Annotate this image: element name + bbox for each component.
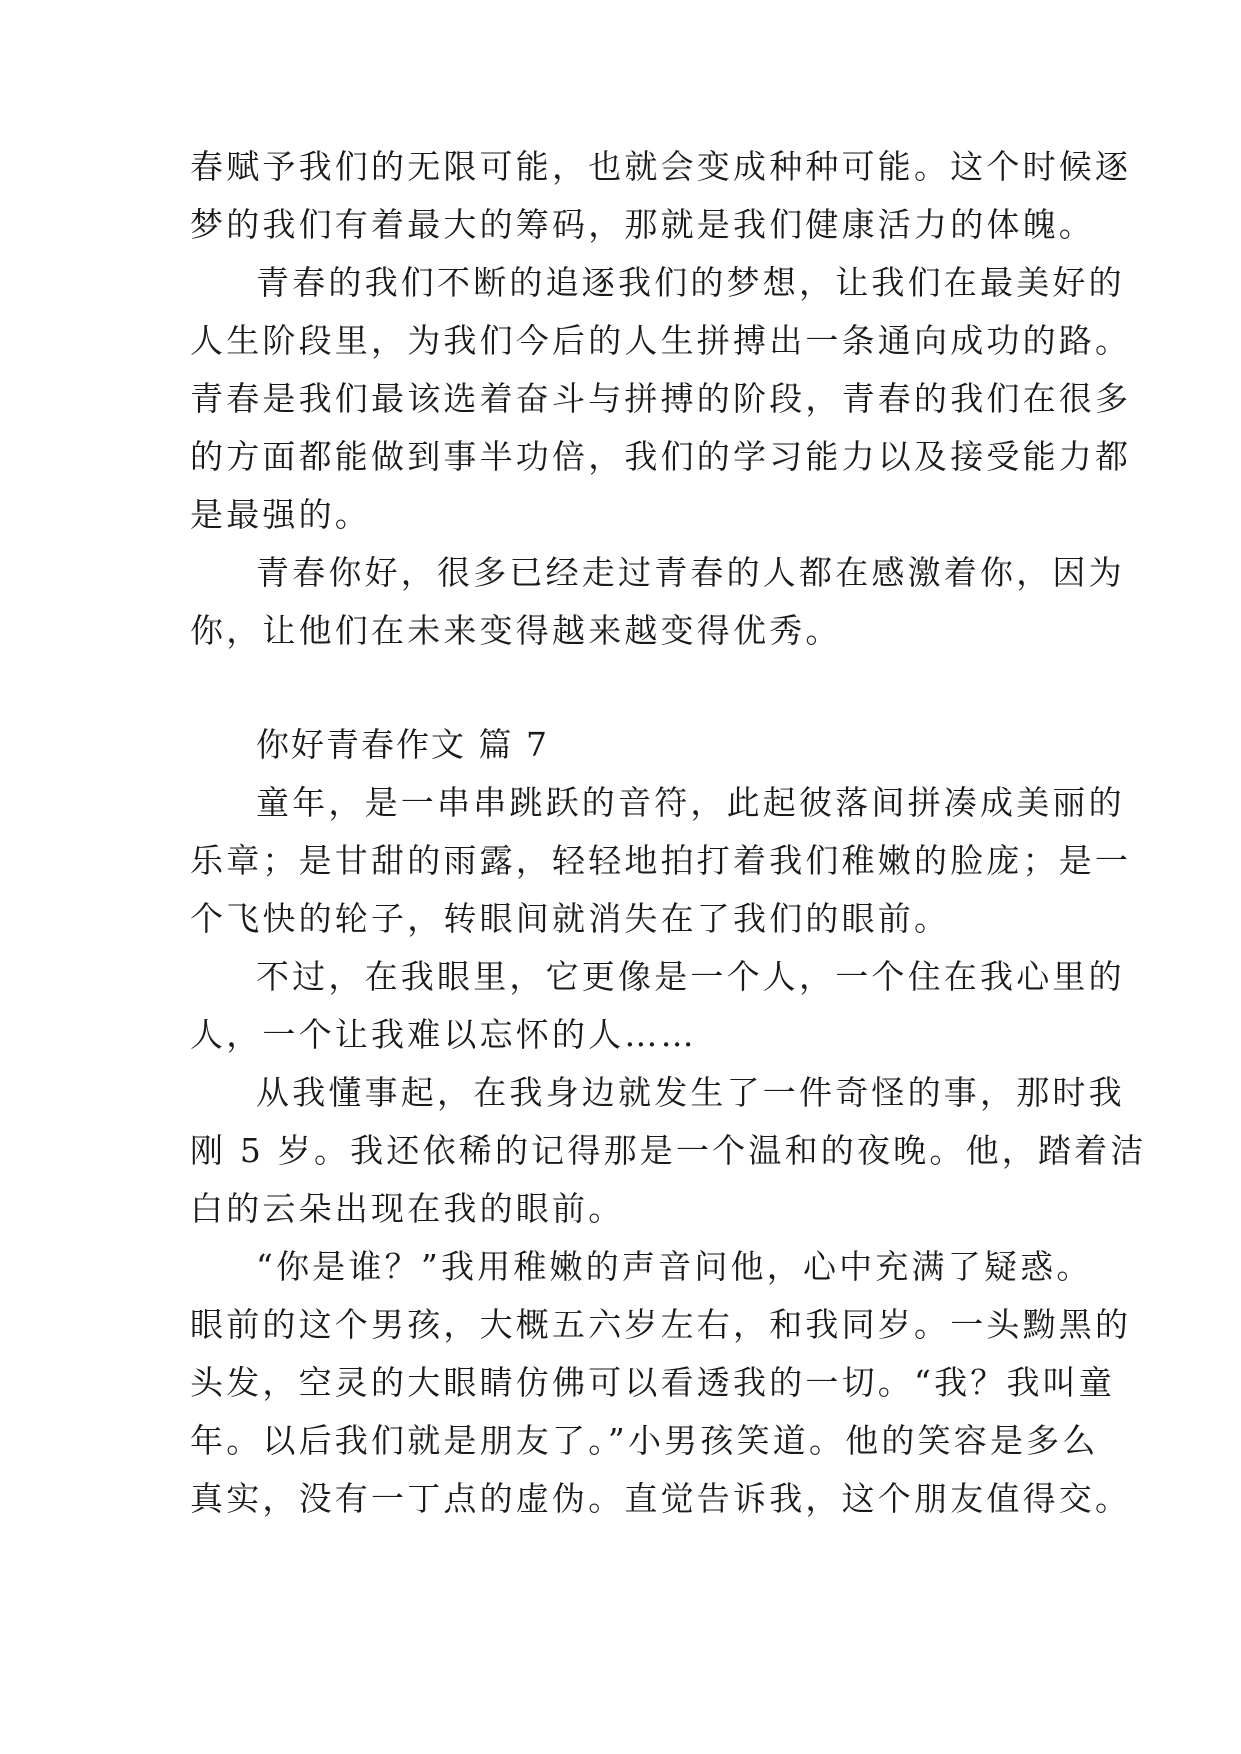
paragraph-first-line: 青春你好，很多已经走过青春的人都在感激着你，因为 [256,553,1125,592]
text-line: 梦的我们有着最大的筹码，那就是我们健康活力的体魄。 [190,205,1095,244]
text-line: 是最强的。 [190,495,371,534]
text-line: 你，让他们在未来变得越来越变得优秀。 [190,611,842,650]
text-line: 头发，空灵的大眼睛仿佛可以看透我的一切。“我？我叫童 [190,1363,1116,1402]
text-line: 个飞快的轮子，转眼间就消失在了我们的眼前。 [190,899,951,938]
paragraph-first-line: 童年，是一串串跳跃的音符，此起彼落间拼凑成美丽的 [256,783,1125,822]
text-line: 的方面都能做到事半功倍，我们的学习能力以及接受能力都 [190,437,1132,476]
text-line: 乐章；是甘甜的雨露，轻轻地拍打着我们稚嫩的脸庞；是一 [190,841,1132,880]
paragraph-first-line: “你是谁？”我用稚嫩的声音问他，心中充满了疑惑。 [256,1247,1093,1286]
text-line: 真实，没有一丁点的虚伪。直觉告诉我，这个朋友值得交。 [190,1479,1132,1518]
paragraph-first-line: 不过，在我眼里，它更像是一个人，一个住在我心里的 [256,957,1125,996]
text-line: 青春是我们最该选着奋斗与拼搏的阶段，青春的我们在很多 [190,379,1132,418]
paragraph-first-line: 青春的我们不断的追逐我们的梦想，让我们在最美好的 [256,263,1125,302]
text-line: 春赋予我们的无限可能，也就会变成种种可能。这个时候逐 [190,147,1132,186]
text-line: 人，一个让我难以忘怀的人…… [190,1015,697,1054]
paragraph-first-line: 从我懂事起，在我身边就发生了一件奇怪的事，那时我 [256,1073,1125,1112]
text-line: 年。以后我们就是朋友了。”小男孩笑道。他的笑容是多么 [190,1421,1099,1460]
text-line: 刚 5 岁。我还依稀的记得那是一个温和的夜晚。他，踏着洁 [190,1131,1147,1170]
text-line: 人生阶段里，为我们今后的人生拼搏出一条通向成功的路。 [190,321,1132,360]
text-line: 白的云朵出现在我的眼前。 [190,1189,625,1228]
section-heading: 你好青春作文 篇 7 [256,725,549,764]
text-line: 眼前的这个男孩，大概五六岁左右，和我同岁。一头黝黑的 [190,1305,1132,1344]
